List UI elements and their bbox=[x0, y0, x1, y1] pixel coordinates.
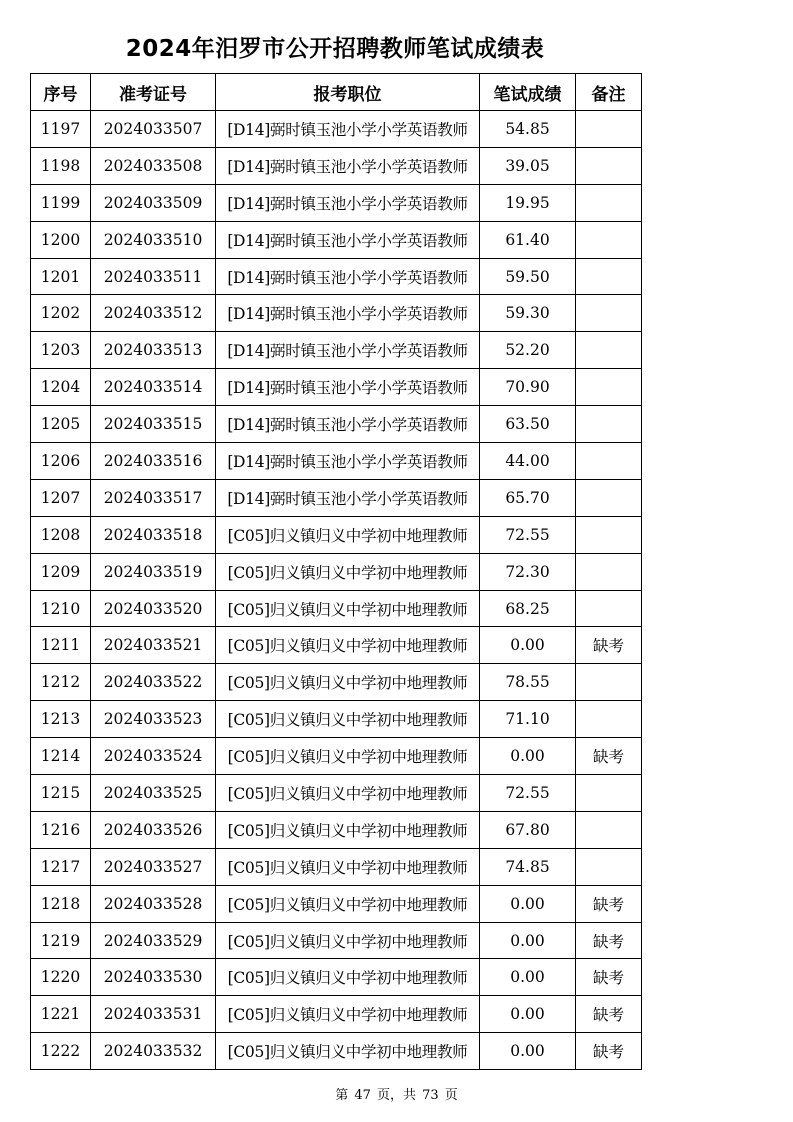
exam-ticket-number-cell: 2024033525 bbox=[91, 775, 216, 812]
table-body bbox=[31, 111, 642, 1070]
remark-cell bbox=[576, 701, 642, 738]
written-score-cell: 59.30 bbox=[480, 295, 576, 332]
table-row bbox=[31, 738, 642, 775]
exam-ticket-number-cell: 2024033513 bbox=[91, 332, 216, 369]
applied-position-cell: [C05]归义镇归义中学初中地理教师 bbox=[216, 811, 480, 848]
serial-number-cell: 1211 bbox=[31, 627, 91, 664]
serial-number-cell: 1208 bbox=[31, 516, 91, 553]
applied-position-cell: [D14]弼时镇玉池小学小学英语教师 bbox=[216, 479, 480, 516]
serial-number-cell: 1219 bbox=[31, 922, 91, 959]
written-score-cell: 59.50 bbox=[480, 258, 576, 295]
exam-ticket-number-cell: 2024033529 bbox=[91, 922, 216, 959]
exam-ticket-number-cell: 2024033510 bbox=[91, 221, 216, 258]
written-score-cell: 78.55 bbox=[480, 664, 576, 701]
remark-cell: 缺考 bbox=[576, 1033, 642, 1070]
applied-position-cell: [C05]归义镇归义中学初中地理教师 bbox=[216, 848, 480, 885]
written-score-cell: 0.00 bbox=[480, 885, 576, 922]
remark-cell: 缺考 bbox=[576, 627, 642, 664]
serial-number-cell: 1213 bbox=[31, 701, 91, 738]
remark-cell bbox=[576, 848, 642, 885]
written-score-cell: 0.00 bbox=[480, 996, 576, 1033]
serial-number-cell: 1218 bbox=[31, 885, 91, 922]
page-title: 2024年汨罗市公开招聘教师笔试成绩表 bbox=[125, 36, 545, 62]
exam-ticket-number-cell: 2024033526 bbox=[91, 811, 216, 848]
exam-ticket-number-cell: 2024033516 bbox=[91, 443, 216, 480]
applied-position-cell: [D14]弼时镇玉池小学小学英语教师 bbox=[216, 406, 480, 443]
table-row bbox=[31, 406, 642, 443]
written-score-cell: 0.00 bbox=[480, 627, 576, 664]
exam-ticket-number-cell: 2024033521 bbox=[91, 627, 216, 664]
table-row bbox=[31, 775, 642, 812]
page-footer: 第 47 页，共 73 页 bbox=[335, 1088, 458, 1103]
table-header-row bbox=[31, 74, 642, 111]
applied-position-cell: [D14]弼时镇玉池小学小学英语教师 bbox=[216, 111, 480, 148]
written-score-cell: 19.95 bbox=[480, 184, 576, 221]
remark-cell: 缺考 bbox=[576, 738, 642, 775]
serial-number-cell: 1202 bbox=[31, 295, 91, 332]
exam-ticket-number-cell: 2024033512 bbox=[91, 295, 216, 332]
table-row bbox=[31, 664, 642, 701]
header-remark: 备注 bbox=[576, 74, 642, 111]
written-score-cell: 0.00 bbox=[480, 1033, 576, 1070]
table-row bbox=[31, 369, 642, 406]
serial-number-cell: 1210 bbox=[31, 590, 91, 627]
written-score-cell: 44.00 bbox=[480, 443, 576, 480]
applied-position-cell: [C05]归义镇归义中学初中地理教师 bbox=[216, 701, 480, 738]
remark-cell bbox=[576, 184, 642, 221]
serial-number-cell: 1220 bbox=[31, 959, 91, 996]
remark-cell bbox=[576, 479, 642, 516]
applied-position-cell: [D14]弼时镇玉池小学小学英语教师 bbox=[216, 295, 480, 332]
serial-number-cell: 1199 bbox=[31, 184, 91, 221]
exam-ticket-number-cell: 2024033509 bbox=[91, 184, 216, 221]
applied-position-cell: [D14]弼时镇玉池小学小学英语教师 bbox=[216, 443, 480, 480]
serial-number-cell: 1198 bbox=[31, 147, 91, 184]
applied-position-cell: [C05]归义镇归义中学初中地理教师 bbox=[216, 775, 480, 812]
serial-number-cell: 1201 bbox=[31, 258, 91, 295]
serial-number-cell: 1203 bbox=[31, 332, 91, 369]
exam-ticket-number-cell: 2024033515 bbox=[91, 406, 216, 443]
table-row bbox=[31, 295, 642, 332]
written-score-cell: 52.20 bbox=[480, 332, 576, 369]
applied-position-cell: [C05]归义镇归义中学初中地理教师 bbox=[216, 738, 480, 775]
serial-number-cell: 1207 bbox=[31, 479, 91, 516]
remark-cell bbox=[576, 553, 642, 590]
applied-position-cell: [C05]归义镇归义中学初中地理教师 bbox=[216, 664, 480, 701]
serial-number-cell: 1212 bbox=[31, 664, 91, 701]
table-row bbox=[31, 516, 642, 553]
serial-number-cell: 1204 bbox=[31, 369, 91, 406]
exam-ticket-number-cell: 2024033508 bbox=[91, 147, 216, 184]
exam-ticket-number-cell: 2024033524 bbox=[91, 738, 216, 775]
written-score-cell: 0.00 bbox=[480, 922, 576, 959]
serial-number-cell: 1205 bbox=[31, 406, 91, 443]
serial-number-cell: 1215 bbox=[31, 775, 91, 812]
applied-position-cell: [D14]弼时镇玉池小学小学英语教师 bbox=[216, 221, 480, 258]
applied-position-cell: [C05]归义镇归义中学初中地理教师 bbox=[216, 553, 480, 590]
table-row bbox=[31, 258, 642, 295]
serial-number-cell: 1216 bbox=[31, 811, 91, 848]
written-score-cell: 54.85 bbox=[480, 111, 576, 148]
exam-ticket-number-cell: 2024033528 bbox=[91, 885, 216, 922]
table-row bbox=[31, 996, 642, 1033]
exam-ticket-number-cell: 2024033517 bbox=[91, 479, 216, 516]
serial-number-cell: 1214 bbox=[31, 738, 91, 775]
remark-cell bbox=[576, 443, 642, 480]
written-score-cell: 63.50 bbox=[480, 406, 576, 443]
remark-cell bbox=[576, 369, 642, 406]
table-row bbox=[31, 1033, 642, 1070]
applied-position-cell: [C05]归义镇归义中学初中地理教师 bbox=[216, 1033, 480, 1070]
remark-cell bbox=[576, 590, 642, 627]
exam-ticket-number-cell: 2024033518 bbox=[91, 516, 216, 553]
applied-position-cell: [C05]归义镇归义中学初中地理教师 bbox=[216, 590, 480, 627]
score-table bbox=[30, 73, 642, 1070]
applied-position-cell: [D14]弼时镇玉池小学小学英语教师 bbox=[216, 332, 480, 369]
remark-cell bbox=[576, 664, 642, 701]
table-row bbox=[31, 848, 642, 885]
table-row bbox=[31, 959, 642, 996]
serial-number-cell: 1221 bbox=[31, 996, 91, 1033]
exam-ticket-number-cell: 2024033532 bbox=[91, 1033, 216, 1070]
header-serial-number: 序号 bbox=[31, 74, 91, 111]
written-score-cell: 72.55 bbox=[480, 775, 576, 812]
exam-ticket-number-cell: 2024033514 bbox=[91, 369, 216, 406]
written-score-cell: 70.90 bbox=[480, 369, 576, 406]
table-row bbox=[31, 922, 642, 959]
applied-position-cell: [C05]归义镇归义中学初中地理教师 bbox=[216, 627, 480, 664]
exam-ticket-number-cell: 2024033507 bbox=[91, 111, 216, 148]
applied-position-cell: [D14]弼时镇玉池小学小学英语教师 bbox=[216, 184, 480, 221]
remark-cell bbox=[576, 258, 642, 295]
serial-number-cell: 1197 bbox=[31, 111, 91, 148]
table-row bbox=[31, 221, 642, 258]
remark-cell bbox=[576, 147, 642, 184]
header-exam-ticket-number: 准考证号 bbox=[91, 74, 216, 111]
table-row bbox=[31, 811, 642, 848]
exam-ticket-number-cell: 2024033527 bbox=[91, 848, 216, 885]
written-score-cell: 74.85 bbox=[480, 848, 576, 885]
exam-ticket-number-cell: 2024033530 bbox=[91, 959, 216, 996]
written-score-cell: 72.30 bbox=[480, 553, 576, 590]
remark-cell bbox=[576, 295, 642, 332]
applied-position-cell: [D14]弼时镇玉池小学小学英语教师 bbox=[216, 258, 480, 295]
table-row bbox=[31, 147, 642, 184]
remark-cell bbox=[576, 332, 642, 369]
table-row bbox=[31, 885, 642, 922]
exam-ticket-number-cell: 2024033523 bbox=[91, 701, 216, 738]
written-score-cell: 65.70 bbox=[480, 479, 576, 516]
serial-number-cell: 1206 bbox=[31, 443, 91, 480]
exam-ticket-number-cell: 2024033519 bbox=[91, 553, 216, 590]
applied-position-cell: [C05]归义镇归义中学初中地理教师 bbox=[216, 922, 480, 959]
table-row bbox=[31, 111, 642, 148]
remark-cell bbox=[576, 775, 642, 812]
exam-ticket-number-cell: 2024033511 bbox=[91, 258, 216, 295]
serial-number-cell: 1200 bbox=[31, 221, 91, 258]
written-score-cell: 61.40 bbox=[480, 221, 576, 258]
table-row bbox=[31, 443, 642, 480]
table-row bbox=[31, 332, 642, 369]
exam-ticket-number-cell: 2024033522 bbox=[91, 664, 216, 701]
remark-cell: 缺考 bbox=[576, 885, 642, 922]
applied-position-cell: [C05]归义镇归义中学初中地理教师 bbox=[216, 959, 480, 996]
serial-number-cell: 1217 bbox=[31, 848, 91, 885]
written-score-cell: 71.10 bbox=[480, 701, 576, 738]
written-score-cell: 68.25 bbox=[480, 590, 576, 627]
written-score-cell: 67.80 bbox=[480, 811, 576, 848]
table-row bbox=[31, 627, 642, 664]
remark-cell bbox=[576, 811, 642, 848]
written-score-cell: 0.00 bbox=[480, 959, 576, 996]
table-row bbox=[31, 553, 642, 590]
serial-number-cell: 1209 bbox=[31, 553, 91, 590]
header-applied-position: 报考职位 bbox=[216, 74, 480, 111]
applied-position-cell: [C05]归义镇归义中学初中地理教师 bbox=[216, 996, 480, 1033]
serial-number-cell: 1222 bbox=[31, 1033, 91, 1070]
table-row bbox=[31, 184, 642, 221]
remark-cell bbox=[576, 516, 642, 553]
written-score-cell: 0.00 bbox=[480, 738, 576, 775]
exam-ticket-number-cell: 2024033520 bbox=[91, 590, 216, 627]
remark-cell bbox=[576, 221, 642, 258]
table-row bbox=[31, 701, 642, 738]
remark-cell bbox=[576, 111, 642, 148]
exam-ticket-number-cell: 2024033531 bbox=[91, 996, 216, 1033]
written-score-cell: 72.55 bbox=[480, 516, 576, 553]
header-written-score: 笔试成绩 bbox=[480, 74, 576, 111]
applied-position-cell: [D14]弼时镇玉池小学小学英语教师 bbox=[216, 369, 480, 406]
applied-position-cell: [C05]归义镇归义中学初中地理教师 bbox=[216, 516, 480, 553]
table-row bbox=[31, 590, 642, 627]
remark-cell: 缺考 bbox=[576, 959, 642, 996]
applied-position-cell: [C05]归义镇归义中学初中地理教师 bbox=[216, 885, 480, 922]
written-score-cell: 39.05 bbox=[480, 147, 576, 184]
remark-cell: 缺考 bbox=[576, 922, 642, 959]
remark-cell: 缺考 bbox=[576, 996, 642, 1033]
table-row bbox=[31, 479, 642, 516]
remark-cell bbox=[576, 406, 642, 443]
applied-position-cell: [D14]弼时镇玉池小学小学英语教师 bbox=[216, 147, 480, 184]
